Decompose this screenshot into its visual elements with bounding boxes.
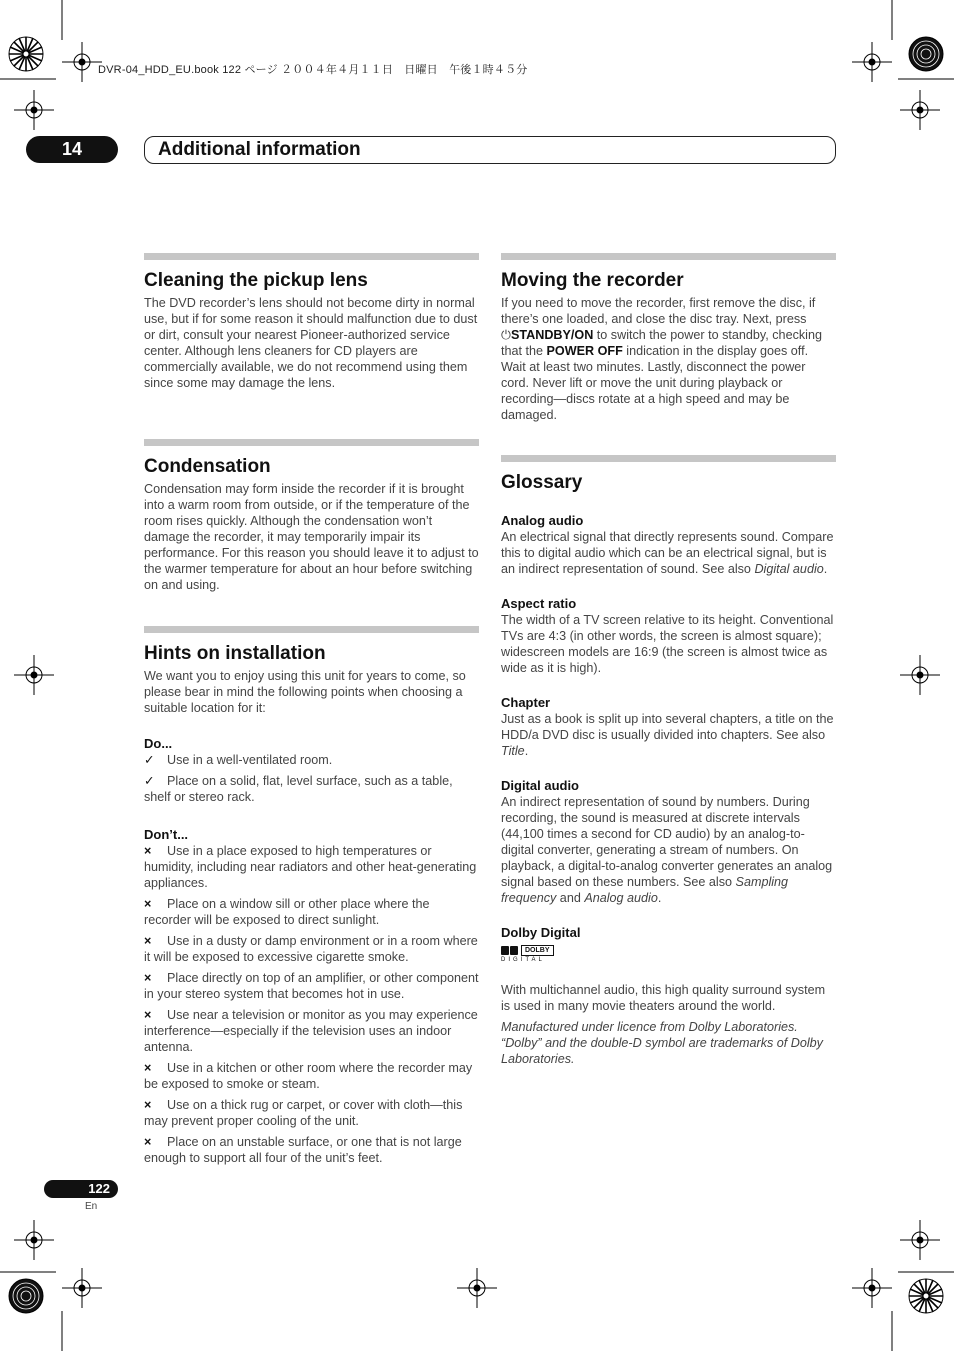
section-title: Glossary <box>501 472 583 493</box>
trademark-note: Manufactured under licence from Dolby Laboratories. “Dolby” and the double-D symbol are trademarks of Dolby Laboratories. <box>501 1020 823 1066</box>
section-body: If you need to move the recorder, first remove the disc, if there’s one loaded, and close the disc tray. Next, press ⏻STANDBY/ON to switch the power to standby, checking that the POWER OFF indication in the display goes off. Wait at least two minutes. Lastly, disconnect the power cord. Never lift or move the unit during playback or recording—discs rotate at a high speed and may be damaged. <box>501 296 822 422</box>
glossary-definition: With multichannel audio, this high quality surround system is used in many movie theaters around the world. <box>501 983 826 1013</box>
dont-item: × Use near a television or monitor as you may experience interference—especially if the television uses an indoor antenna. <box>144 1008 478 1054</box>
crosshair-mark-icon <box>14 90 54 130</box>
cross-icon: × <box>144 1098 152 1112</box>
registration-target-icon <box>6 34 46 74</box>
section-hints <box>144 626 479 1171</box>
registration-target-icon <box>6 1276 46 1316</box>
crosshair-mark-icon <box>14 1220 54 1260</box>
dolby-digital-logo-icon: DOLBY DIGITAL <box>501 943 554 963</box>
section-condensation <box>144 439 479 593</box>
glossary-term: Digital audio <box>501 778 579 793</box>
do-label: Do... <box>144 736 173 751</box>
section-title: Cleaning the pickup lens <box>144 270 368 291</box>
chapter-title: Additional information <box>158 139 361 160</box>
section-cleaning <box>144 253 479 391</box>
dont-item: × Use in a kitchen or other room where the recorder may be exposed to smoke or steam. <box>144 1061 473 1091</box>
section-rule <box>501 455 836 462</box>
glossary-term: Dolby Digital <box>501 925 581 940</box>
dont-item: × Place on a window sill or other place where the recorder will be exposed to direct sunlight. <box>144 897 430 927</box>
section-glossary <box>501 455 836 1067</box>
glossary-term: Chapter <box>501 695 551 710</box>
check-icon: ✓ <box>144 774 155 788</box>
file-header: DVR-04_HDD_EU.book 122 ページ ２００４年４月１１日 日曜日 午後１時４５分 <box>98 64 528 76</box>
dont-item: × Place on an unstable surface, or one that is not large enough to support all four of the unit’s feet. <box>144 1135 462 1165</box>
section-title: Moving the recorder <box>501 270 684 291</box>
power-off-label: POWER OFF <box>546 344 623 358</box>
dont-item: × Use in a dusty or damp environment or in a room where it will be exposed to excessive cigarette smoke. <box>144 934 478 964</box>
check-icon: ✓ <box>144 753 155 767</box>
dont-item: × Place directly on top of an amplifier, or other component in your stereo system that becomes hot in use. <box>144 971 479 1001</box>
crosshair-mark-icon <box>852 1268 892 1308</box>
glossary-definition: An electrical signal that directly represents sound. Compare this to digital audio which can be an electrical signal, but is an indirect representation of sound. See also Digital audio. <box>501 530 834 576</box>
standby-label: STANDBY/ON <box>510 328 594 342</box>
cross-icon: × <box>144 1135 152 1149</box>
crosshair-mark-icon <box>900 1220 940 1260</box>
page-number: 122 <box>44 1180 118 1198</box>
crosshair-mark-icon <box>457 1268 497 1308</box>
section-body: Condensation may form inside the recorder if it is brought into a warm room from outside, or if the temperature of the room rises quickly. Although the condensation won’t damage the recorder, it may temporarily impair its performance. For this reason you should leave it to adjust to the warmer temperature for about an hour before switching on and using. <box>144 482 479 592</box>
cross-icon: × <box>144 1061 152 1075</box>
dont-label: Don’t... <box>144 827 189 842</box>
glossary-definition: The width of a TV screen relative to its height. Conventional TVs are 4:3 (in other words, the screen is almost square); widescreen models are 16:9 (the screen is almost twice as wide as it is high). <box>501 613 834 675</box>
section-title: Condensation <box>144 456 271 477</box>
registration-target-icon <box>906 34 946 74</box>
section-body: The DVD recorder’s lens should not become dirty in normal use, but if for some reason it should malfunction due to dust or dirt, consult your nearest Pioneer-authorized service center. Although lens cleaners for CD players are commercially available, we do not recommend using them since some may damage the lens. <box>144 296 478 390</box>
crosshair-mark-icon <box>62 42 102 82</box>
power-icon: ⏻ <box>501 328 511 342</box>
language-code: En <box>85 1201 98 1212</box>
section-rule <box>501 253 836 260</box>
section-rule <box>144 439 479 446</box>
glossary-term: Aspect ratio <box>501 596 577 611</box>
crosshair-mark-icon <box>852 42 892 82</box>
glossary-definition: Just as a book is split up into several chapters, a title on the HDD/a DVD disc is usually divided into chapters. See also Title. <box>501 712 834 758</box>
crosshair-mark-icon <box>900 90 940 130</box>
section-rule <box>144 253 479 260</box>
chapter-number: 14 <box>26 136 118 163</box>
do-item: ✓ Place on a solid, flat, level surface, such as a table, shelf or stereo rack. <box>144 774 453 804</box>
dont-item: × Use in a place exposed to high temperatures or humidity, including near radiators and other heat-generating appliances. <box>144 844 477 890</box>
crosshair-mark-icon <box>62 1268 102 1308</box>
section-rule <box>144 626 479 633</box>
cross-icon: × <box>144 844 152 858</box>
dont-item: × Use on a thick rug or carpet, or cover with cloth—this may prevent proper cooling of the unit. <box>144 1098 463 1128</box>
cross-icon: × <box>144 934 152 948</box>
section-moving <box>501 253 836 423</box>
section-title: Hints on installation <box>144 643 326 664</box>
cross-icon: × <box>144 897 152 911</box>
cross-icon: × <box>144 971 152 985</box>
crosshair-mark-icon <box>900 655 940 695</box>
crosshair-mark-icon <box>14 655 54 695</box>
cross-icon: × <box>144 1008 152 1022</box>
do-item: ✓ Use in a well-ventilated room. <box>144 753 333 767</box>
glossary-definition: An indirect representation of sound by numbers. During recording, the sound is measured at discrete intervals (44,100 times a second for CD audio) by an analog-to-digital converter, generating a stream of numbers. On playback, a digital-to-analog converter generates an analog signal based on these numbers. See also Sampling frequency and Analog audio. <box>501 795 833 905</box>
glossary-term: Analog audio <box>501 513 584 528</box>
section-intro: We want you to enjoy using this unit for years to come, so please bear in mind the following points when choosing a suitable location for it: <box>144 669 466 715</box>
registration-target-icon <box>906 1276 946 1316</box>
